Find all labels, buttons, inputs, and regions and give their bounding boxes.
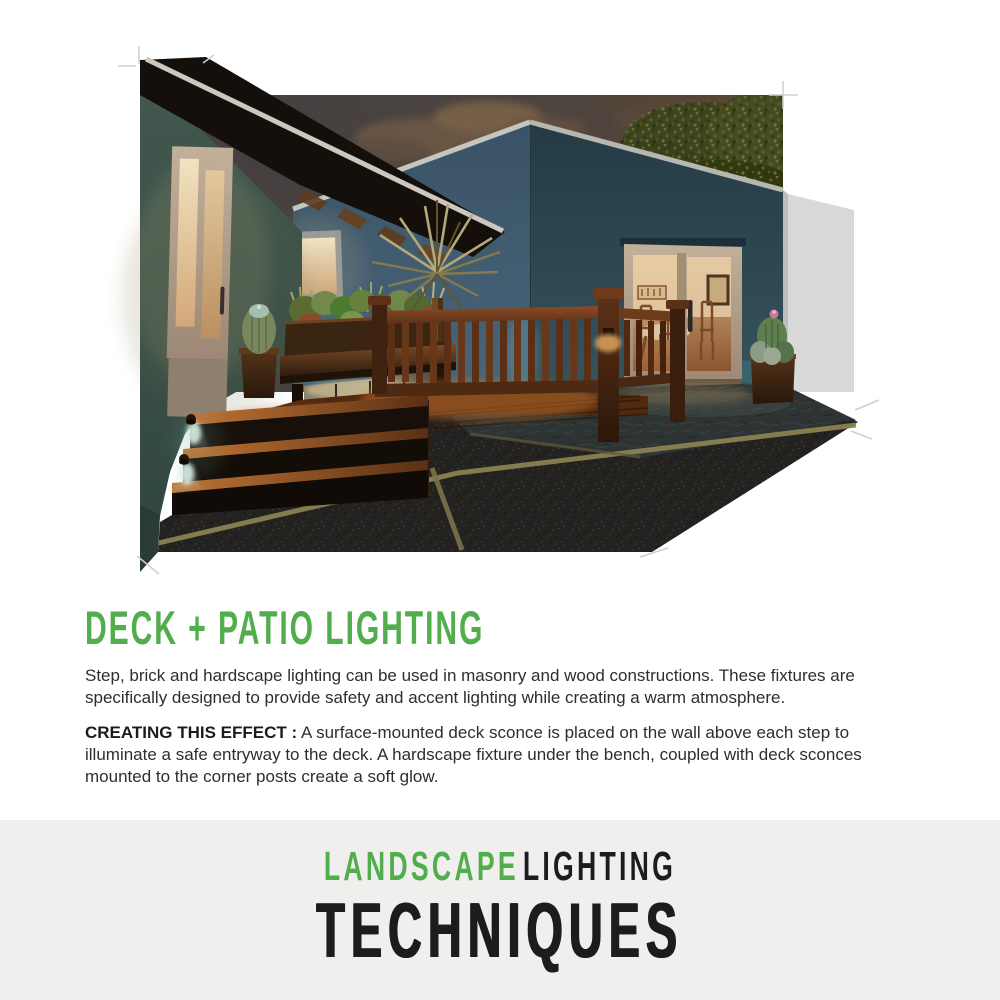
brand-line-text [323,843,677,889]
footer-band [0,820,1000,1000]
page-title-text: DECK + PATIO LIGHTING [85,601,485,654]
brand-title-text: TECHNIQUES [316,886,684,974]
intro-paragraph: Step, brick and hardscape lighting can be used in masonry and wood constructions. These fixtures are specifically designed to provide safety and accent lighting while creating a warm atmosphere. [85,666,855,707]
door-handle [220,287,225,315]
effect-text: A surface-mounted deck sconce is placed on the wall above each step to illuminate a safe entryway to the deck. A hardscape fixture under the bench, coupled with deck sconces mounted to the corner posts create a soft glow. [85,723,862,786]
page-title [85,601,923,654]
text-section [85,601,923,801]
brand-secondary: LIGHTING [522,843,677,889]
effect-label: CREATING THIS EFFECT : [85,723,298,742]
brand-title [0,886,1000,974]
effect-paragraph [85,722,923,788]
barrel-cactus-pot [239,304,279,398]
brand-primary: LANDSCAPE [323,843,519,889]
brand-line [0,843,1000,889]
side-panel [788,194,854,392]
balusters [388,318,591,386]
